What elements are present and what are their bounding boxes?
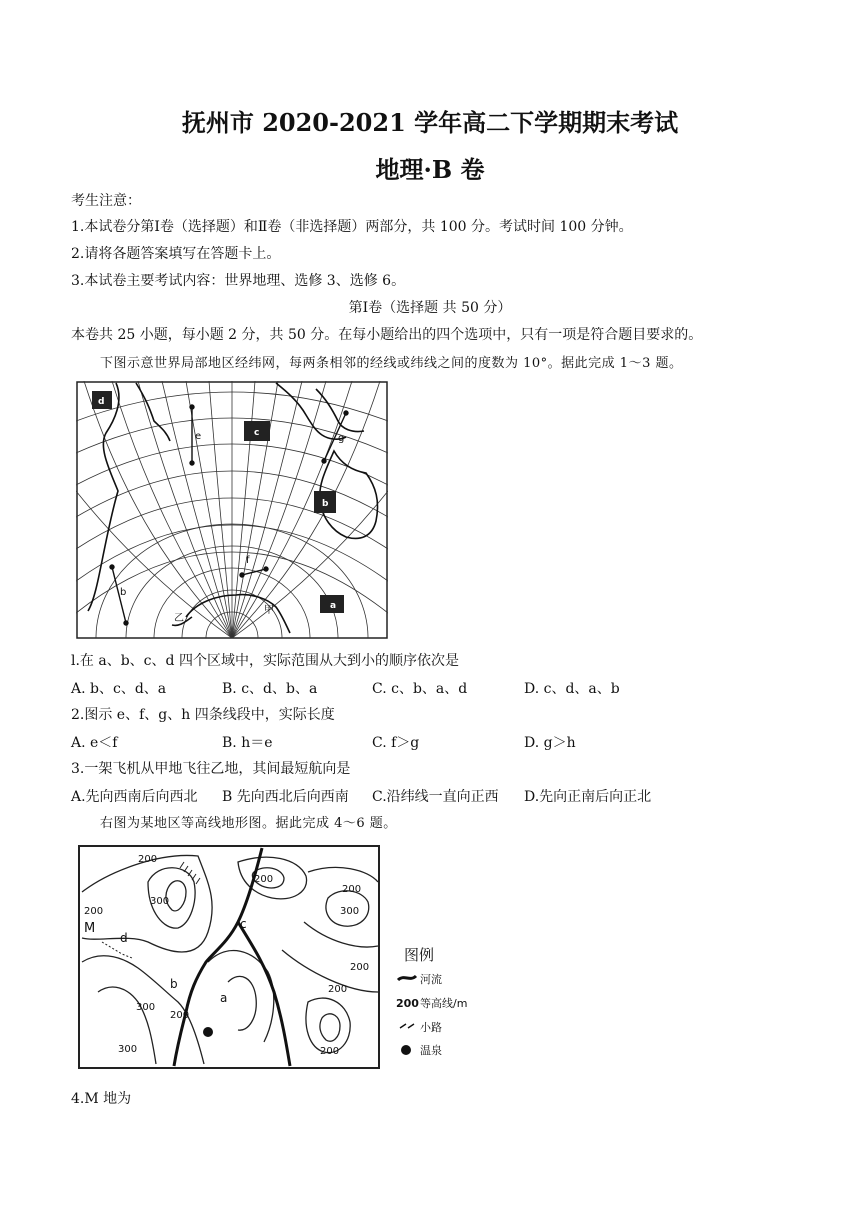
q2-option-c[interactable]: C. f＞g [372,735,420,751]
map1-intro: 下图示意世界局部地区经纬网，每两条相邻的经线或纬线之间的度数为 10°。据此完成 1～3 题。 [100,356,683,371]
legend-contour-value: 200 [396,997,419,1010]
contour-label-4: 300 [136,1002,156,1013]
contour-label-6: 200 [170,1010,190,1021]
notice-item-3: 3.本试卷主要考试内容：世界地理、选修 3、选修 6。 [71,273,406,289]
q3-option-a[interactable]: A.先向西南后向西北 [71,789,198,805]
legend-path: 小路 [420,1021,442,1034]
path-legend-icon [400,1024,414,1028]
label-a2: a [220,991,228,1005]
label-a: a [330,601,337,611]
question-4-stem: 4.M 地为 [71,1091,132,1107]
label-M: M [84,921,96,936]
question-3-stem: 3.一架飞机从甲地飞往乙地，其间最短航向是 [71,761,351,777]
label-c2: c [240,917,247,931]
contour-label-12: 200 [350,962,370,973]
label-b2: b [170,977,178,991]
spring-legend-icon [401,1045,411,1055]
contour-label-8: 300 [340,906,360,917]
q1-option-b[interactable]: B. c、d、b、a [222,681,318,697]
contour-map [78,842,488,1072]
label-jia: 甲 [264,605,274,616]
label-g: g [338,433,345,444]
q2-option-a[interactable]: A. e＜f [71,735,118,751]
q1-option-a[interactable]: A. b、c、d、a [71,681,167,697]
q2-option-b[interactable]: B. h＝e [222,735,273,751]
label-e: e [195,431,202,442]
exam-title: 抚州市 2020-2021 学年高二下学期期末考试 [181,108,679,137]
contour-label-10: 200 [328,984,348,995]
label-b-box: b [322,499,329,509]
graticule-map [76,381,388,639]
q3-option-d[interactable]: D.先向正南后向正北 [524,789,652,805]
contour-label-3: 200 [84,906,104,917]
label-d2: d [120,931,128,945]
contour-label-5: 300 [118,1044,138,1055]
legend-contour: 等高线/m [420,997,468,1010]
q3-option-b[interactable]: B 先向西北后向西南 [222,789,349,805]
hot-spring-icon [203,1027,213,1037]
q3-option-c[interactable]: C.沿纬线一直向正西 [372,789,499,805]
contour-label-2: 300 [150,896,170,907]
section-instruction: 本卷共 25 小题，每小题 2 分，共 50 分。在每小题给出的四个选项中，只有一项是符合题目要求的。 [71,327,703,343]
q2-option-d[interactable]: D. g＞h [524,735,576,751]
question-1-stem: l.在 a、b、c、d 四个区域中，实际范围从大到小的顺序依次是 [71,653,459,669]
legend-spring: 温泉 [420,1044,442,1057]
label-d: d [98,397,105,407]
exam-subtitle: 地理·B 卷 [375,155,485,184]
legend [396,946,467,1057]
section-title: 第Ⅰ卷（选择题 共 50 分） [348,300,512,316]
contour-label-7: 200 [254,874,274,885]
q1-option-d[interactable]: D. c、d、a、b [524,681,620,697]
label-yi: 乙 [174,613,184,624]
label-f: f [246,555,250,566]
map2-intro: 右图为某地区等高线地形图。据此完成 4～6 题。 [100,816,397,831]
label-h: b [120,587,127,598]
notice-heading: 考生注意： [71,193,141,209]
notice-item-1: 1.本试卷分第Ⅰ卷（选择题）和Ⅱ卷（非选择题）两部分，共 100 分。考试时间 100 分钟。 [71,219,633,235]
q1-option-c[interactable]: C. c、b、a、d [372,681,468,697]
question-2-stem: 2.图示 e、f、g、h 四条线段中，实际长度 [71,707,335,723]
contour-label-11: 200 [320,1046,340,1057]
contour-label-1: 200 [138,854,158,865]
legend-river: 河流 [420,973,442,986]
label-c: c [254,428,260,438]
river-legend-icon [398,976,416,980]
notice-item-2: 2.请将各题答案填写在答题卡上。 [71,246,281,262]
contour-label-9: 200 [342,884,362,895]
legend-title: 图例 [404,946,435,964]
